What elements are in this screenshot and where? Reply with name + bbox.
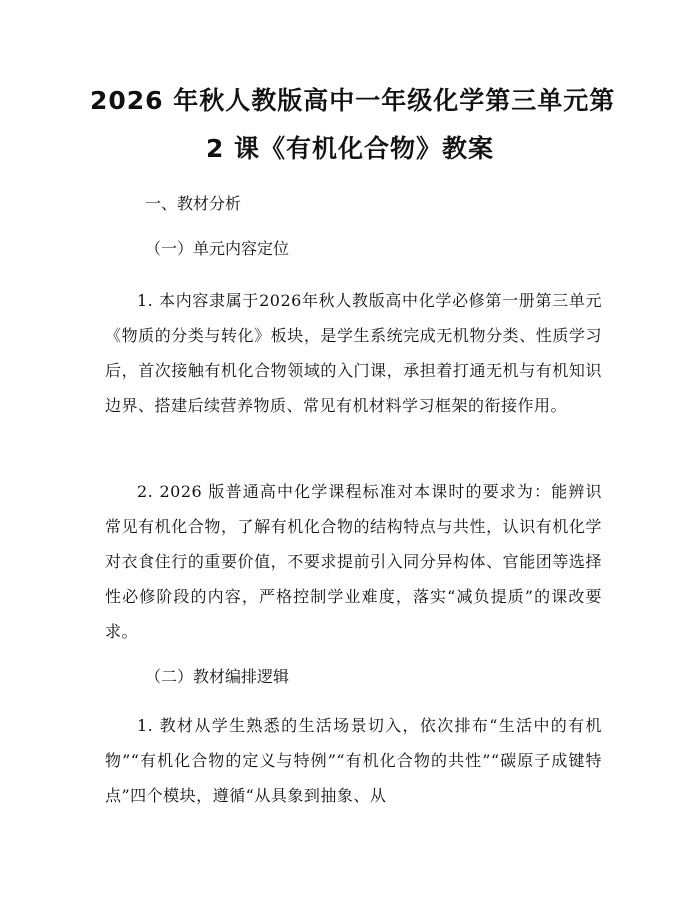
subsection-heading-unit-positioning: （一）单元内容定位	[145, 239, 290, 258]
document-title-line-2: 2 课《有机化合物》教案	[205, 134, 495, 163]
paragraph-unit-positioning-2: 2. 2026 版普通高中化学课程标准对本课时的要求为：能辨识常见有机化合物，了解有机化合物的结构特点与共性，认识有机化学对衣食住行的重要价值，不要求提前引入同分异构体、官能团等选择性必修阶段的内容，严格控制学业难度，落实“减负提质”的课改要求。	[105, 482, 602, 641]
section-heading-teaching-material-analysis: 一、教材分析	[145, 194, 242, 213]
subsection-heading-arrangement-logic: （二）教材编排逻辑	[145, 667, 290, 686]
document-title-line-1: 2026 年秋人教版高中一年级化学第三单元第	[90, 86, 616, 115]
paragraph-unit-positioning-1: 1. 本内容隶属于2026年秋人教版高中化学必修第一册第三单元《物质的分类与转化》板块，是学生系统完成无机物分类、性质学习后，首次接触有机化合物领域的入门课，承担着打通无机与有机知识边界、搭建后续营养物质、常见有机材料学习框架的衔接作用。	[105, 291, 602, 415]
paragraph-arrangement-logic-1: 1. 教材从学生熟悉的生活场景切入，依次排布“生活中的有机物”“有机化合物的定义与特例”“有机化合物的共性”“碳原子成键特点”四个模块，遵循“从具象到抽象、从	[105, 716, 602, 805]
